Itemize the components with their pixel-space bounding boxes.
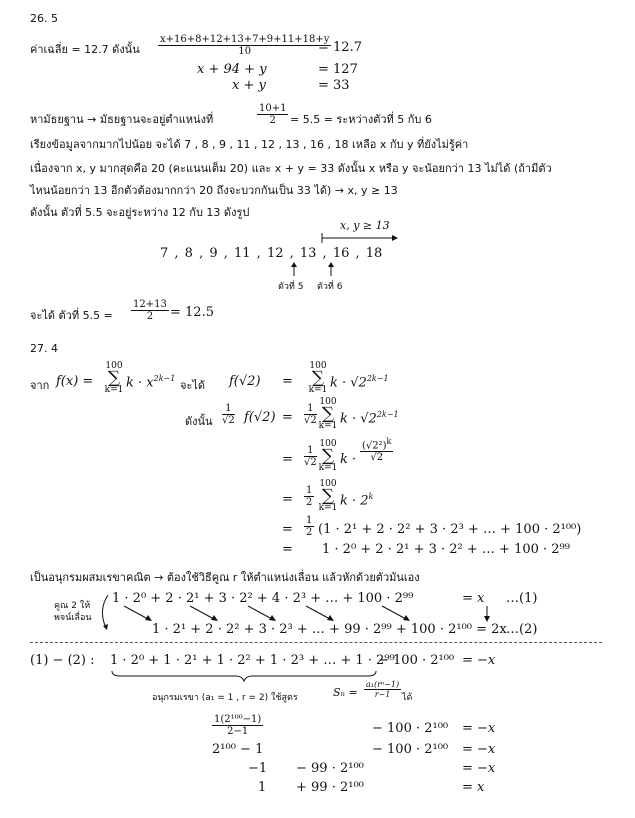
q27-s3-lhs: −1	[248, 761, 268, 776]
q27-half-frac-3	[304, 445, 317, 468]
q27-sum3-bot: k=1	[318, 421, 338, 431]
q27-term-sqrt-2	[340, 410, 399, 426]
q27-sum3	[318, 398, 338, 430]
q26-header: 26. 5	[30, 12, 58, 25]
q27-s2-lhs: 2¹⁰⁰ − 1	[212, 742, 264, 757]
q26-position-arrows	[290, 262, 350, 276]
q27-sub-label: (1) − (2) :	[30, 653, 95, 668]
q27-sum4	[318, 440, 338, 472]
q27-s1-den: 2−1	[227, 726, 249, 737]
q27-row1-rhs: = x	[462, 591, 485, 606]
q26-mean-intro: ค่าเฉลี่ย = 12.7 ดังนั้น	[30, 43, 140, 56]
q27-fx-def: f(x) =	[56, 374, 94, 389]
q27-s3-rhs: = −x	[462, 761, 496, 776]
q27-half-num-1: 1	[222, 403, 235, 415]
q26-result-fraction	[131, 299, 169, 322]
q27-s1-num: 1(2¹⁰⁰−1)	[214, 714, 262, 725]
q27-half2-den-b: 2	[306, 527, 313, 538]
q27-sum1-bot: k=1	[104, 385, 124, 395]
q27-series2: 1 · 2⁰ + 2 · 2¹ + 3 · 2² + … + 100 · 2⁹⁹	[322, 542, 570, 557]
q27-row2: 1 · 2¹ + 2 · 2² + 3 · 2³ + … + 99 · 2⁹⁹ + 100 · 2¹⁰⁰ = 2x	[152, 622, 507, 637]
q27-sum3-top: 100	[319, 397, 337, 407]
q26-pos6-label: ตัวที่ 6	[317, 282, 343, 292]
q27-s1-mid: − 100 · 2¹⁰⁰	[372, 721, 449, 736]
q26-eq2-rhs: = 127	[318, 62, 358, 77]
q26-median-intro: หามัธยฐาน → มัธยฐานจะอยู่ตำแหน่งที่	[30, 113, 214, 126]
q26-median-fraction	[257, 103, 288, 126]
q27-sum5	[318, 480, 338, 512]
q27-term-k: k ·	[340, 452, 357, 467]
q27-geo-get: ได้	[402, 693, 413, 703]
q27-s2-mid: − 100 · 2¹⁰⁰	[372, 742, 449, 757]
q27-term-sqrt-1	[330, 374, 389, 390]
q27-eq4: =	[282, 492, 293, 507]
q27-s1-rhs: = −x	[462, 721, 496, 736]
q27-s4-rhs: = x	[462, 780, 485, 795]
q26-result-num: 12+13	[133, 299, 167, 310]
q27-sum1	[104, 362, 124, 394]
q27-sum1-top: 100	[105, 361, 123, 371]
q27-eq3: =	[282, 452, 293, 467]
q26-sort-line: เรียงข้อมูลจากมากไปน้อย จะได้ 7 , 8 , 9 , 11 , 12 , 13 , 16 , 18 เหลือ x กับ y ที่ยังไม่รู้ค่า	[30, 138, 469, 151]
q26-median-num: 10+1	[259, 103, 287, 114]
q27-sub-row: 1 · 2⁰ + 1 · 2¹ + 1 · 2² + 1 · 2³ + … + 1 · 2⁹⁹	[110, 653, 395, 668]
q26-eq3-rhs: = 33	[318, 78, 350, 93]
q27-sigma-icon-2: ∑	[311, 368, 325, 388]
q27-term-2k-exp: k	[368, 492, 374, 501]
q27-half2-num-b: 1	[306, 515, 313, 526]
q27-sub-rhs: = −x	[462, 653, 496, 668]
q27-half-num-3: 1	[304, 445, 317, 457]
q27-s4-lhs: 1	[258, 780, 267, 795]
q27-s3-mid: − 99 · 2¹⁰⁰	[296, 761, 364, 776]
q26-since-line2: ไหนน้อยกว่า 13 อีกตัวต้องมากกว่า 20 ถึงจะบวกกันเป็น 33 ได้) → x, y ≥ 13	[30, 184, 398, 197]
q26-result-intro: จะได้ ตัวที่ 5.5 =	[30, 309, 113, 322]
q26-eq3-lhs: x + y	[232, 78, 266, 93]
q27-sigma-icon-4: ∑	[321, 446, 335, 466]
q27-half2-den: 2	[306, 497, 313, 508]
q26-median-rest: = 5.5 = ระหว่างตัวที่ 5 กับ 6	[290, 113, 432, 126]
q26-mean-rhs: = 12.7	[318, 40, 362, 55]
q27-f-sqrt2-2: f(√2)	[244, 410, 276, 425]
q27-sum2	[308, 362, 328, 394]
q27-sum4-bot: k=1	[318, 463, 338, 473]
q27-fx-term	[126, 374, 175, 390]
q26-mean-denominator: 10	[238, 46, 252, 57]
q27-sqrt-power-exp: k	[386, 437, 392, 446]
q26-result-rhs: = 12.5	[170, 305, 214, 320]
q27-eq5: =	[282, 522, 293, 537]
q26-pos5-label: ตัวที่ 5	[278, 282, 304, 292]
q27-agp-line: เป็นอนุกรมผสมเรขาคณิต → ต้องใช้วิธีคูณ r ให้ตำแหน่งเลื่อน แล้วหักด้วยตัวมันเอง	[30, 571, 420, 584]
q27-geo-formula: Sₙ =	[333, 686, 358, 699]
q27-half2-frac-b	[304, 515, 314, 538]
q27-sum5-top: 100	[319, 479, 337, 489]
q27-row1: 1 · 2⁰ + 2 · 2¹ + 3 · 2² + 4 · 2³ + … + 100 · 2⁹⁹	[112, 591, 414, 606]
q26-median-den: 2	[269, 115, 276, 126]
q26-mean-fraction	[158, 34, 331, 57]
q27-half2-num: 1	[306, 485, 313, 496]
q27-dashed-divider	[30, 642, 602, 643]
q27-sigma-icon-3: ∑	[321, 404, 335, 424]
q27-sigma-icon: ∑	[107, 368, 121, 388]
q27-row1-tag: …(1)	[506, 591, 538, 606]
q27-half-frac-1	[222, 403, 235, 426]
q27-s2-rhs: = −x	[462, 742, 496, 757]
q27-sum5-bot: k=1	[318, 503, 338, 513]
q27-half2-frac	[304, 485, 314, 508]
q27-geo-num: a₁(rⁿ−1)	[366, 680, 400, 689]
q27-term-sqrt-2-base: k · √2	[340, 411, 377, 427]
q27-mult-label1: คูณ 2 ให้	[54, 601, 91, 611]
q27-sigma-icon-5: ∑	[321, 486, 335, 506]
q27-term-sqrt-1-exp: 2k−1	[366, 374, 389, 383]
q27-s4-mid: + 99 · 2¹⁰⁰	[296, 780, 364, 795]
q27-geo-den: r−1	[374, 690, 391, 699]
q27-half-den-3: √2	[304, 457, 317, 468]
q27-fx-term-base: k · x	[126, 375, 154, 391]
q27-s1-fraction	[212, 714, 263, 737]
q27-from-text: จาก	[30, 379, 50, 392]
q26-since-line1: เนื่องจาก x, y มากสุดคือ 20 (คะแนนเต็ม 20) และ x + y = 33 ดังนั้น x หรือ y จะน้อยกว่า 13 ไม่ได้ (ถ้ามีตัว	[30, 162, 552, 175]
q26-mean-numerator: x+16+8+12+13+7+9+11+18+y	[160, 34, 330, 45]
q27-eq2: =	[282, 410, 293, 425]
q27-sum4-top: 100	[319, 439, 337, 449]
q27-term-2k	[340, 492, 373, 508]
q27-sqrt-power-num: $(√2^2)^k$	[362, 437, 392, 452]
q27-half-den-2: √2	[304, 415, 317, 426]
q26-arrow-label: x, y ≥ 13	[340, 219, 390, 232]
q27-geo-note: อนุกรมเรขา (a₁ = 1 , r = 2) ใช้สูตร	[152, 693, 298, 703]
q27-so-text: ดังนั้น	[185, 415, 213, 428]
q27-sqrt-power-den: √2	[370, 452, 384, 464]
q27-underbrace	[110, 670, 378, 682]
q27-shift-arrows	[110, 605, 530, 623]
q27-sqrt-power-frac	[360, 436, 393, 463]
q27-term-sqrt-2-exp: 2k−1	[376, 410, 399, 419]
q27-row2-tag: …(2)	[506, 622, 538, 637]
q27-half-frac-2	[304, 403, 317, 426]
q27-sub-tail: − 100 · 2¹⁰⁰	[378, 653, 455, 668]
q26-so-line: ดังนั้น ตัวที่ 5.5 จะอยู่ระหว่าง 12 กับ 13 ดังรูป	[30, 206, 250, 219]
q27-mult-label2: พจน์เลื่อน	[54, 613, 92, 623]
q27-eq6: =	[282, 542, 293, 557]
q27-f-sqrt2: f(√2)	[229, 374, 261, 389]
q27-half-num-2: 1	[304, 403, 317, 415]
q27-header: 27. 4	[30, 342, 58, 355]
q26-eq2-lhs: x + 94 + y	[197, 62, 267, 77]
q27-sum2-bot: k=1	[308, 385, 328, 395]
q27-fx-term-exp: 2k−1	[153, 374, 176, 383]
q26-result-den: 2	[146, 311, 154, 322]
q27-geo-fraction	[364, 680, 401, 699]
q27-get-text: จะได้	[180, 379, 206, 392]
q26-number-line: 7 , 8 , 9 , 11 , 12 , 13 , 16 , 18	[160, 246, 383, 261]
q27-half-den-1: √2	[222, 415, 235, 426]
q27-curve-arrow-icon	[96, 592, 110, 632]
q27-term-2k-base: k · 2	[340, 493, 369, 509]
q27-sum2-top: 100	[309, 361, 327, 371]
q27-term-sqrt-1-base: k · √2	[330, 375, 367, 391]
q27-eq1: =	[282, 374, 293, 389]
q27-series1: (1 · 2¹ + 2 · 2² + 3 · 2³ + … + 100 · 2¹⁰⁰)	[318, 522, 582, 537]
q26-range-arrow	[320, 232, 400, 244]
